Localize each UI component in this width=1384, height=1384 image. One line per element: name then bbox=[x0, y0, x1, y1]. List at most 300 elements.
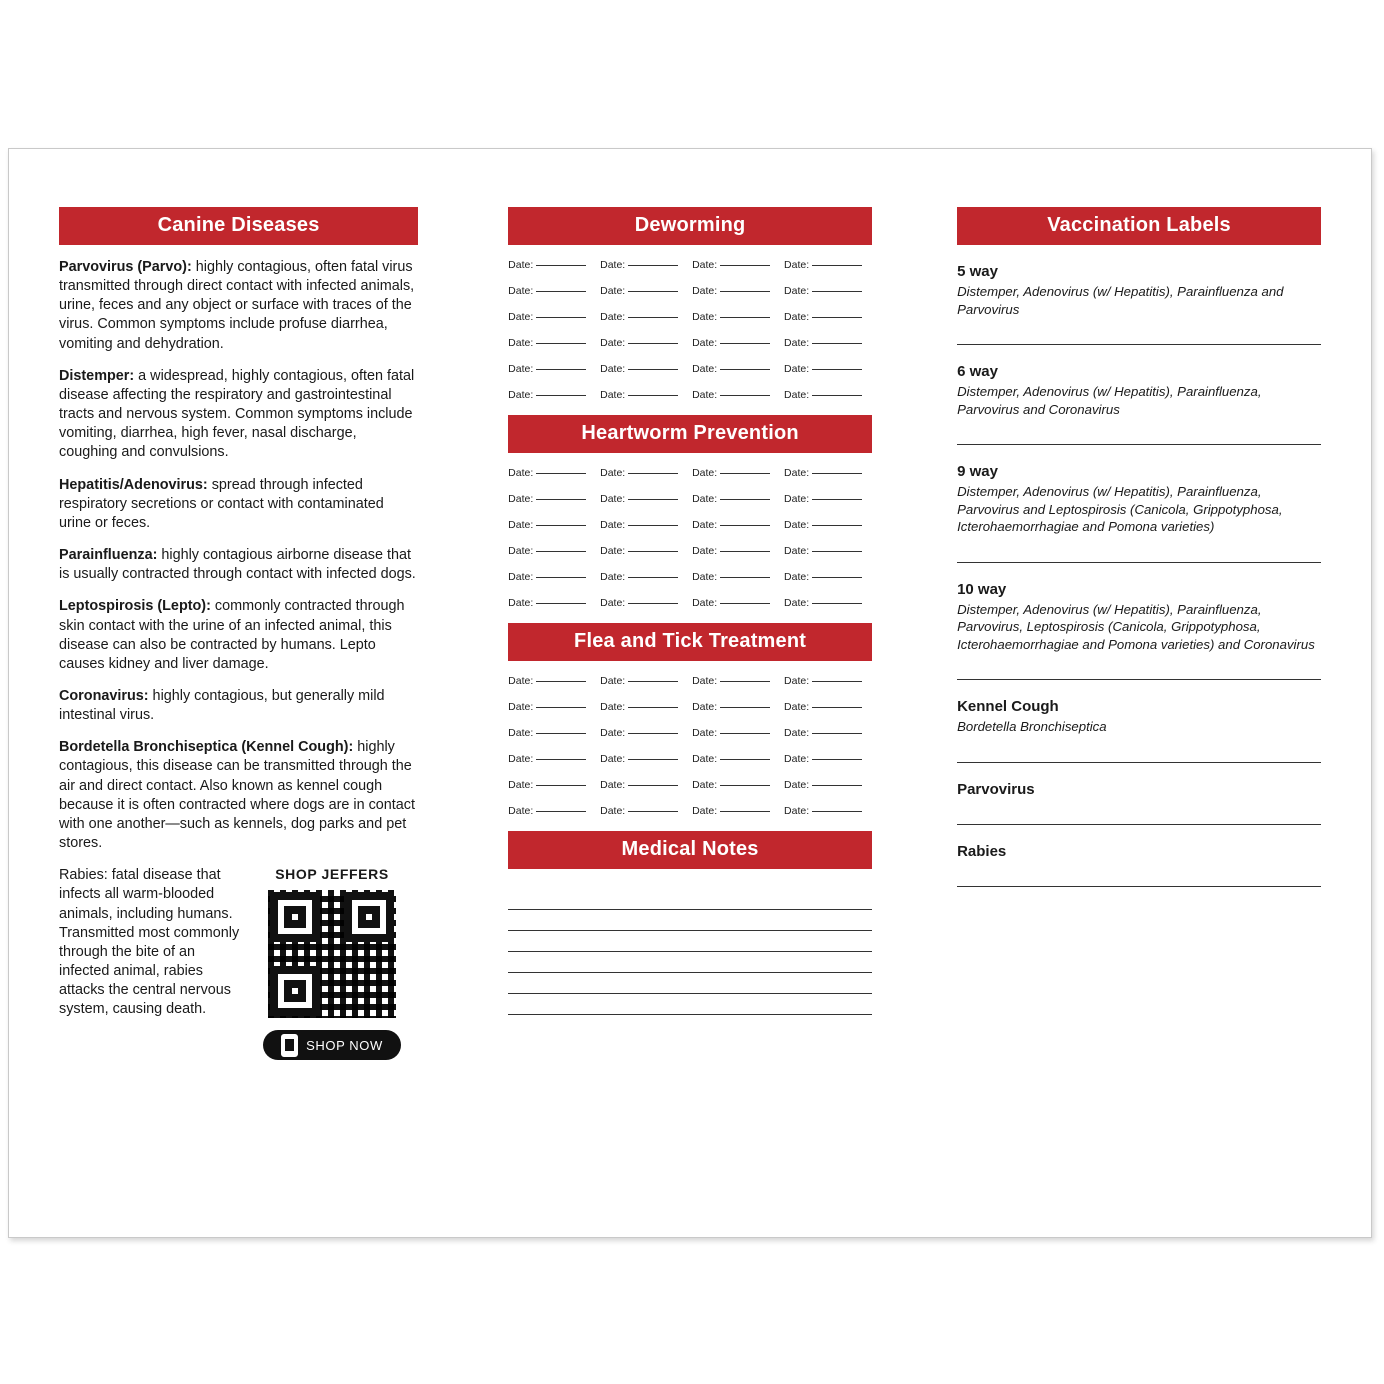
date-write-line[interactable] bbox=[812, 551, 862, 552]
date-label: Date: bbox=[600, 753, 626, 765]
date-write-line[interactable] bbox=[536, 473, 586, 474]
date-entry-field[interactable] bbox=[600, 727, 688, 739]
date-entry-field[interactable] bbox=[784, 389, 872, 401]
date-label: Date: bbox=[784, 571, 810, 583]
date-write-line[interactable] bbox=[536, 499, 586, 500]
date-entry-field[interactable] bbox=[692, 727, 780, 739]
date-write-line[interactable] bbox=[720, 733, 770, 734]
date-write-line[interactable] bbox=[720, 603, 770, 604]
date-entry-field[interactable] bbox=[692, 753, 780, 765]
date-write-line[interactable] bbox=[536, 343, 586, 344]
date-write-line[interactable] bbox=[720, 317, 770, 318]
date-entry-field[interactable] bbox=[600, 285, 688, 297]
date-entry-field[interactable] bbox=[692, 701, 780, 713]
date-label: Date: bbox=[784, 701, 810, 713]
date-write-line[interactable] bbox=[812, 369, 862, 370]
disease-entry bbox=[59, 597, 418, 674]
date-row bbox=[508, 779, 872, 791]
date-write-line[interactable] bbox=[536, 577, 586, 578]
date-entry-field[interactable] bbox=[692, 779, 780, 791]
date-write-line[interactable] bbox=[628, 395, 678, 396]
shop-now-label: SHOP NOW bbox=[306, 1037, 383, 1053]
disease-term: Coronavirus: bbox=[59, 687, 149, 704]
date-write-line[interactable] bbox=[720, 551, 770, 552]
section-heading: Heartworm Prevention bbox=[508, 415, 872, 453]
date-label: Date: bbox=[784, 311, 810, 323]
date-write-line[interactable] bbox=[812, 759, 862, 760]
date-entry-field[interactable] bbox=[784, 753, 872, 765]
date-label: Date: bbox=[600, 311, 626, 323]
vaccination-description: Distemper, Adenovirus (w/ Hepatitis), Parainfluenza and Parvovirus bbox=[957, 284, 1284, 317]
date-entry-field[interactable] bbox=[508, 259, 596, 271]
date-label: Date: bbox=[508, 337, 534, 349]
date-entry-field[interactable] bbox=[692, 805, 780, 817]
date-entry-field[interactable] bbox=[784, 779, 872, 791]
date-write-line[interactable] bbox=[628, 811, 678, 812]
date-row bbox=[508, 753, 872, 765]
date-write-line[interactable] bbox=[628, 317, 678, 318]
date-write-line[interactable] bbox=[720, 681, 770, 682]
date-write-line[interactable] bbox=[812, 811, 862, 812]
date-entry-field[interactable] bbox=[508, 701, 596, 713]
date-label: Date: bbox=[784, 597, 810, 609]
date-entry-field[interactable] bbox=[600, 493, 688, 505]
disease-text: highly contagious, this disease can be transmitted through the air and direct contact. Also known as kennel cough because it is often contracted where dogs are in contact with one another—such as kennels, dog parks and pet stores. bbox=[59, 739, 415, 852]
date-entry-field[interactable] bbox=[600, 389, 688, 401]
date-write-line[interactable] bbox=[628, 551, 678, 552]
date-write-line[interactable] bbox=[536, 759, 586, 760]
date-write-line[interactable] bbox=[812, 577, 862, 578]
date-label: Date: bbox=[600, 779, 626, 791]
date-row bbox=[508, 597, 872, 609]
shop-jeffers-badge[interactable] bbox=[257, 866, 407, 1060]
vaccination-description: Distemper, Adenovirus (w/ Hepatitis), Parainfluenza, Parvovirus and Leptospirosis (Canicola, Grippotyphosa, Icterohaemorrhagiae and Pomona varieties) bbox=[957, 484, 1283, 535]
date-entry-field[interactable] bbox=[508, 389, 596, 401]
date-label: Date: bbox=[508, 805, 534, 817]
date-entry-field[interactable] bbox=[600, 675, 688, 687]
disease-term: Parvovirus (Parvo): bbox=[59, 259, 192, 275]
date-write-line[interactable] bbox=[812, 395, 862, 396]
date-write-line[interactable] bbox=[536, 395, 586, 396]
date-entry-field[interactable] bbox=[692, 311, 780, 323]
date-write-line[interactable] bbox=[812, 499, 862, 500]
date-label: Date: bbox=[784, 727, 810, 739]
date-write-line[interactable] bbox=[628, 577, 678, 578]
date-entry-field[interactable] bbox=[508, 675, 596, 687]
date-label: Date: bbox=[600, 285, 626, 297]
note-write-line[interactable] bbox=[508, 910, 872, 931]
date-label: Date: bbox=[784, 467, 810, 479]
date-write-line[interactable] bbox=[720, 499, 770, 500]
date-write-line[interactable] bbox=[628, 681, 678, 682]
date-label: Date: bbox=[508, 701, 534, 713]
vaccination-write-line[interactable] bbox=[957, 824, 1321, 825]
date-label: Date: bbox=[508, 753, 534, 765]
note-write-line[interactable] bbox=[508, 973, 872, 994]
date-label: Date: bbox=[600, 363, 626, 375]
date-write-line[interactable] bbox=[812, 603, 862, 604]
date-label: Date: bbox=[692, 311, 718, 323]
date-label: Date: bbox=[692, 467, 718, 479]
date-write-line[interactable] bbox=[812, 343, 862, 344]
date-write-line[interactable] bbox=[628, 603, 678, 604]
date-grid bbox=[508, 259, 872, 401]
date-write-line[interactable] bbox=[720, 343, 770, 344]
date-entry-field[interactable] bbox=[508, 571, 596, 583]
date-label: Date: bbox=[692, 753, 718, 765]
date-entry-field[interactable] bbox=[508, 519, 596, 531]
date-entry-field[interactable] bbox=[692, 675, 780, 687]
treatment-sections bbox=[508, 207, 872, 817]
date-row bbox=[508, 519, 872, 531]
date-write-line[interactable] bbox=[812, 681, 862, 682]
date-label: Date: bbox=[784, 545, 810, 557]
disease-list bbox=[59, 258, 418, 853]
date-entry-field[interactable] bbox=[784, 519, 872, 531]
date-label: Date: bbox=[784, 805, 810, 817]
date-write-line[interactable] bbox=[536, 707, 586, 708]
date-label: Date: bbox=[784, 779, 810, 791]
vaccination-description: Bordetella Bronchiseptica bbox=[957, 719, 1107, 735]
date-entry-field[interactable] bbox=[508, 285, 596, 297]
date-label: Date: bbox=[600, 805, 626, 817]
date-write-line[interactable] bbox=[720, 291, 770, 292]
date-write-line[interactable] bbox=[628, 291, 678, 292]
date-row bbox=[508, 701, 872, 713]
date-entry-field[interactable] bbox=[784, 467, 872, 479]
date-entry-field[interactable] bbox=[692, 259, 780, 271]
date-write-line[interactable] bbox=[628, 499, 678, 500]
date-write-line[interactable] bbox=[812, 525, 862, 526]
date-entry-field[interactable] bbox=[784, 727, 872, 739]
vaccination-item bbox=[957, 363, 1321, 445]
date-label: Date: bbox=[692, 493, 718, 505]
date-entry-field[interactable] bbox=[692, 467, 780, 479]
date-entry-field[interactable] bbox=[600, 467, 688, 479]
date-entry-field[interactable] bbox=[600, 701, 688, 713]
date-row bbox=[508, 467, 872, 479]
date-entry-field[interactable] bbox=[508, 493, 596, 505]
date-label: Date: bbox=[600, 545, 626, 557]
vaccination-name: 5 way bbox=[957, 263, 998, 280]
disease-term: Parainfluenza: bbox=[59, 547, 158, 564]
date-entry-field[interactable] bbox=[600, 545, 688, 557]
date-label: Date: bbox=[600, 571, 626, 583]
date-row bbox=[508, 727, 872, 739]
date-write-line[interactable] bbox=[812, 291, 862, 292]
date-entry-field[interactable] bbox=[508, 805, 596, 817]
date-entry-field[interactable] bbox=[692, 389, 780, 401]
date-entry-field[interactable] bbox=[692, 493, 780, 505]
vaccination-labels-heading: Vaccination Labels bbox=[957, 207, 1321, 245]
date-write-line[interactable] bbox=[720, 759, 770, 760]
disease-entry bbox=[59, 367, 418, 463]
date-entry-field[interactable] bbox=[508, 467, 596, 479]
date-entry-field[interactable] bbox=[784, 259, 872, 271]
date-entry-field[interactable] bbox=[600, 779, 688, 791]
date-write-line[interactable] bbox=[720, 525, 770, 526]
column-treatment-logs bbox=[508, 207, 872, 1237]
date-entry-field[interactable] bbox=[508, 545, 596, 557]
disease-term: Hepatitis/Adenovirus: bbox=[59, 476, 208, 493]
date-entry-field[interactable] bbox=[784, 337, 872, 349]
date-write-line[interactable] bbox=[812, 265, 862, 266]
date-entry-field[interactable] bbox=[784, 571, 872, 583]
date-label: Date: bbox=[692, 701, 718, 713]
section-heading: Deworming bbox=[508, 207, 872, 245]
date-label: Date: bbox=[508, 259, 534, 271]
date-label: Date: bbox=[600, 701, 626, 713]
note-write-line[interactable] bbox=[508, 994, 872, 1015]
date-label: Date: bbox=[600, 467, 626, 479]
date-write-line[interactable] bbox=[812, 707, 862, 708]
date-write-line[interactable] bbox=[812, 473, 862, 474]
date-label: Date: bbox=[784, 285, 810, 297]
date-label: Date: bbox=[508, 363, 534, 375]
vaccination-write-line[interactable] bbox=[957, 886, 1321, 887]
date-label: Date: bbox=[784, 389, 810, 401]
vaccination-item bbox=[957, 698, 1321, 763]
date-write-line[interactable] bbox=[628, 265, 678, 266]
vaccination-write-line[interactable] bbox=[957, 562, 1321, 563]
date-write-line[interactable] bbox=[536, 681, 586, 682]
date-write-line[interactable] bbox=[720, 473, 770, 474]
date-label: Date: bbox=[600, 389, 626, 401]
shop-now-button[interactable] bbox=[263, 1030, 401, 1060]
disease-term: Bordetella Bronchiseptica (Kennel Cough): bbox=[59, 739, 354, 756]
disease-text: a widespread, highly contagious, often fatal disease affecting the respiratory and gastrointestinal tracts and nervous system. Common symptoms include vomiting, diarrhea, high fever, nasal discharge, coughing and convulsions. bbox=[59, 367, 415, 461]
medical-notes-lines[interactable] bbox=[508, 889, 872, 1015]
date-label: Date: bbox=[508, 285, 534, 297]
date-write-line[interactable] bbox=[628, 759, 678, 760]
date-entry-field[interactable] bbox=[784, 701, 872, 713]
date-row bbox=[508, 545, 872, 557]
note-write-line[interactable] bbox=[508, 931, 872, 952]
date-entry-field[interactable] bbox=[600, 363, 688, 375]
vaccination-item bbox=[957, 581, 1321, 681]
date-row bbox=[508, 805, 872, 817]
qr-code-icon[interactable] bbox=[263, 885, 401, 1023]
date-label: Date: bbox=[784, 675, 810, 687]
date-entry-field[interactable] bbox=[784, 493, 872, 505]
date-entry-field[interactable] bbox=[692, 285, 780, 297]
disease-text: fatal disease that infects all warm-blooded animals, including humans. Transmitted most commonly through the bite of an infected animal, rabies attacks the central nervous system, causing death. bbox=[59, 867, 240, 1018]
date-entry-field[interactable] bbox=[692, 337, 780, 349]
date-label: Date: bbox=[692, 337, 718, 349]
disease-text: highly contagious, often fatal virus transmitted through direct contact with infected animals, urine, feces and any object or surface with traces of the virus. Common symptoms include profuse diarrhea, vomiting and dehydration. bbox=[59, 259, 415, 352]
column-vaccination-labels bbox=[957, 207, 1321, 1237]
date-entry-field[interactable] bbox=[784, 675, 872, 687]
date-label: Date: bbox=[508, 389, 534, 401]
date-label: Date: bbox=[784, 493, 810, 505]
date-label: Date: bbox=[508, 727, 534, 739]
date-entry-field[interactable] bbox=[508, 363, 596, 375]
date-write-line[interactable] bbox=[628, 707, 678, 708]
date-write-line[interactable] bbox=[536, 785, 586, 786]
vaccination-item bbox=[957, 263, 1321, 345]
date-label: Date: bbox=[508, 545, 534, 557]
date-entry-field[interactable] bbox=[508, 337, 596, 349]
date-write-line[interactable] bbox=[812, 317, 862, 318]
date-entry-field[interactable] bbox=[600, 519, 688, 531]
vaccination-item bbox=[957, 463, 1321, 563]
date-write-line[interactable] bbox=[536, 291, 586, 292]
date-entry-field[interactable] bbox=[600, 337, 688, 349]
date-write-line[interactable] bbox=[628, 343, 678, 344]
vaccination-description: Distemper, Adenovirus (w/ Hepatitis), Parainfluenza, Parvovirus, Leptospirosis (Canicola, Grippotyphosa, Icterohaemorrhagiae and Pomona varieties) and Coronavirus bbox=[957, 601, 1315, 652]
date-row bbox=[508, 363, 872, 375]
vaccination-write-line[interactable] bbox=[957, 444, 1321, 445]
date-label: Date: bbox=[784, 259, 810, 271]
column-canine-diseases bbox=[59, 207, 418, 1237]
date-label: Date: bbox=[600, 727, 626, 739]
vaccination-name: Parvovirus bbox=[957, 781, 1035, 799]
date-grid bbox=[508, 467, 872, 609]
date-row bbox=[508, 571, 872, 583]
date-write-line[interactable] bbox=[812, 733, 862, 734]
vaccination-item bbox=[957, 843, 1321, 887]
date-entry-field[interactable] bbox=[508, 311, 596, 323]
vaccination-item bbox=[957, 781, 1321, 825]
date-write-line[interactable] bbox=[536, 603, 586, 604]
vaccination-description: Distemper, Adenovirus (w/ Hepatitis), Parainfluenza, Parvovirus and Coronavirus bbox=[957, 384, 1262, 417]
date-entry-field[interactable] bbox=[784, 805, 872, 817]
note-write-line[interactable] bbox=[508, 889, 872, 910]
disease-text: commonly contracted through skin contact with the urine of an infected animal, this disease can also be contracted by humans. Lepto causes kidney and liver damage. bbox=[59, 598, 405, 672]
date-write-line[interactable] bbox=[720, 265, 770, 266]
date-write-line[interactable] bbox=[720, 707, 770, 708]
date-write-line[interactable] bbox=[536, 317, 586, 318]
date-write-line[interactable] bbox=[536, 551, 586, 552]
date-write-line[interactable] bbox=[720, 395, 770, 396]
date-label: Date: bbox=[508, 493, 534, 505]
date-write-line[interactable] bbox=[628, 369, 678, 370]
date-write-line[interactable] bbox=[628, 473, 678, 474]
date-entry-field[interactable] bbox=[692, 597, 780, 609]
disease-text: spread through infected respiratory secretions or contact with contaminated urine or feces. bbox=[59, 476, 384, 531]
date-write-line[interactable] bbox=[628, 785, 678, 786]
date-entry-field[interactable] bbox=[508, 597, 596, 609]
date-label: Date: bbox=[600, 493, 626, 505]
date-write-line[interactable] bbox=[720, 369, 770, 370]
date-entry-field[interactable] bbox=[600, 259, 688, 271]
date-entry-field[interactable] bbox=[600, 753, 688, 765]
date-label: Date: bbox=[692, 727, 718, 739]
date-entry-field[interactable] bbox=[692, 363, 780, 375]
date-write-line[interactable] bbox=[628, 525, 678, 526]
date-label: Date: bbox=[692, 545, 718, 557]
date-label: Date: bbox=[600, 519, 626, 531]
vaccination-write-line[interactable] bbox=[957, 762, 1321, 763]
date-entry-field[interactable] bbox=[692, 545, 780, 557]
date-label: Date: bbox=[784, 519, 810, 531]
date-row bbox=[508, 493, 872, 505]
date-entry-field[interactable] bbox=[784, 545, 872, 557]
disease-term: Leptospirosis (Lepto): bbox=[59, 598, 211, 615]
vaccination-write-line[interactable] bbox=[957, 344, 1321, 345]
date-label: Date: bbox=[508, 467, 534, 479]
date-label: Date: bbox=[600, 675, 626, 687]
rabies-and-shop-row bbox=[59, 866, 418, 1060]
date-entry-field[interactable] bbox=[692, 519, 780, 531]
date-label: Date: bbox=[692, 597, 718, 609]
date-entry-field[interactable] bbox=[600, 805, 688, 817]
date-entry-field[interactable] bbox=[600, 311, 688, 323]
date-write-line[interactable] bbox=[536, 525, 586, 526]
date-label: Date: bbox=[692, 259, 718, 271]
medical-notes-heading: Medical Notes bbox=[508, 831, 872, 869]
page-columns bbox=[9, 149, 1371, 1237]
date-grid bbox=[508, 675, 872, 817]
date-label: Date: bbox=[784, 337, 810, 349]
date-label: Date: bbox=[784, 753, 810, 765]
date-row bbox=[508, 285, 872, 297]
date-entry-field[interactable] bbox=[600, 597, 688, 609]
vaccination-name: Rabies bbox=[957, 843, 1007, 861]
date-label: Date: bbox=[692, 389, 718, 401]
date-write-line[interactable] bbox=[720, 577, 770, 578]
date-row bbox=[508, 259, 872, 271]
date-write-line[interactable] bbox=[812, 785, 862, 786]
date-write-line[interactable] bbox=[536, 265, 586, 266]
vaccination-write-line[interactable] bbox=[957, 679, 1321, 680]
date-label: Date: bbox=[508, 779, 534, 791]
disease-entry bbox=[59, 687, 418, 725]
disease-entry bbox=[59, 546, 418, 584]
date-entry-field[interactable] bbox=[784, 285, 872, 297]
date-entry-field[interactable] bbox=[784, 597, 872, 609]
date-write-line[interactable] bbox=[536, 369, 586, 370]
disease-term: Distemper: bbox=[59, 367, 135, 384]
date-entry-field[interactable] bbox=[508, 753, 596, 765]
disease-text: highly contagious, but generally mild intestinal virus. bbox=[59, 687, 385, 724]
date-write-line[interactable] bbox=[536, 811, 586, 812]
date-write-line[interactable] bbox=[720, 785, 770, 786]
date-entry-field[interactable] bbox=[508, 779, 596, 791]
disease-rabies bbox=[59, 866, 249, 1019]
date-label: Date: bbox=[692, 519, 718, 531]
date-entry-field[interactable] bbox=[784, 363, 872, 375]
date-label: Date: bbox=[508, 519, 534, 531]
vaccination-list bbox=[957, 263, 1321, 887]
vaccination-name: 10 way bbox=[957, 580, 1007, 598]
disease-term: Rabies: bbox=[59, 867, 108, 884]
date-write-line[interactable] bbox=[628, 733, 678, 734]
date-entry-field[interactable] bbox=[784, 311, 872, 323]
disease-entry bbox=[59, 476, 418, 533]
vaccination-name: 6 way bbox=[957, 363, 998, 381]
date-row bbox=[508, 675, 872, 687]
disease-entry bbox=[59, 738, 418, 853]
date-entry-field[interactable] bbox=[692, 571, 780, 583]
date-write-line[interactable] bbox=[536, 733, 586, 734]
disease-text: highly contagious airborne disease that is usually contracted through contact with infected dogs. bbox=[59, 547, 416, 583]
shop-jeffers-title: SHOP JEFFERS bbox=[275, 866, 389, 883]
date-row bbox=[508, 311, 872, 323]
date-label: Date: bbox=[508, 571, 534, 583]
date-row bbox=[508, 389, 872, 401]
vaccination-name: Kennel Cough bbox=[957, 698, 1059, 716]
date-entry-field[interactable] bbox=[508, 727, 596, 739]
section-heading: Flea and Tick Treatment bbox=[508, 623, 872, 661]
note-write-line[interactable] bbox=[508, 952, 872, 973]
date-write-line[interactable] bbox=[720, 811, 770, 812]
date-label: Date: bbox=[692, 779, 718, 791]
date-entry-field[interactable] bbox=[600, 571, 688, 583]
date-label: Date: bbox=[692, 571, 718, 583]
document-page bbox=[8, 148, 1372, 1238]
date-label: Date: bbox=[784, 363, 810, 375]
